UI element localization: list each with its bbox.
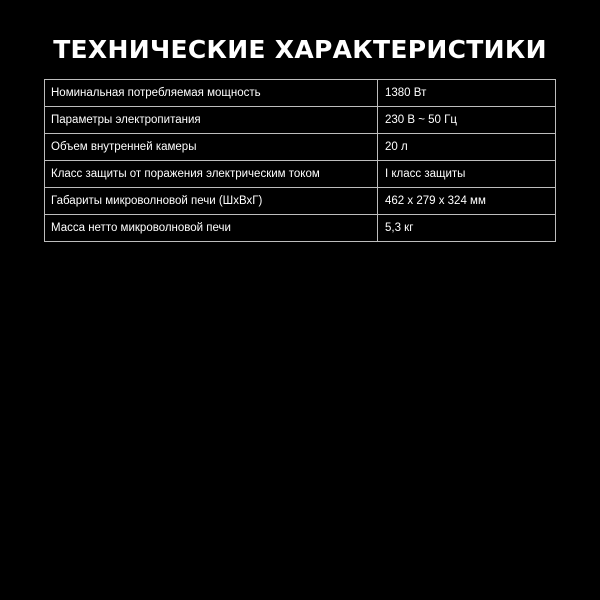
table-row: [45, 134, 556, 161]
table-row: [45, 188, 556, 215]
spec-value: 20 л: [378, 134, 556, 161]
spec-name: Параметры электропитания: [45, 107, 378, 134]
spec-name: Габариты микроволновой печи (ШхВхГ): [45, 188, 378, 215]
table-row: [45, 107, 556, 134]
spec-value: 1380 Вт: [378, 80, 556, 107]
spec-table: [44, 79, 556, 242]
table-row: [45, 161, 556, 188]
spec-value: I класс защиты: [378, 161, 556, 188]
spec-value: 5,3 кг: [378, 215, 556, 242]
table-row: [45, 80, 556, 107]
spec-name: Номинальная потребляемая мощность: [45, 80, 378, 107]
page-title: ТЕХНИЧЕСКИЕ ХАРАКТЕРИСТИКИ: [53, 35, 547, 64]
spec-name: Класс защиты от поражения электрическим током: [45, 161, 378, 188]
spec-name: Объем внутренней камеры: [45, 134, 378, 161]
spec-value: 462 x 279 x 324 мм: [378, 188, 556, 215]
spec-name: Масса нетто микроволновой печи: [45, 215, 378, 242]
spec-value: 230 В ~ 50 Гц: [378, 107, 556, 134]
table-row: [45, 215, 556, 242]
